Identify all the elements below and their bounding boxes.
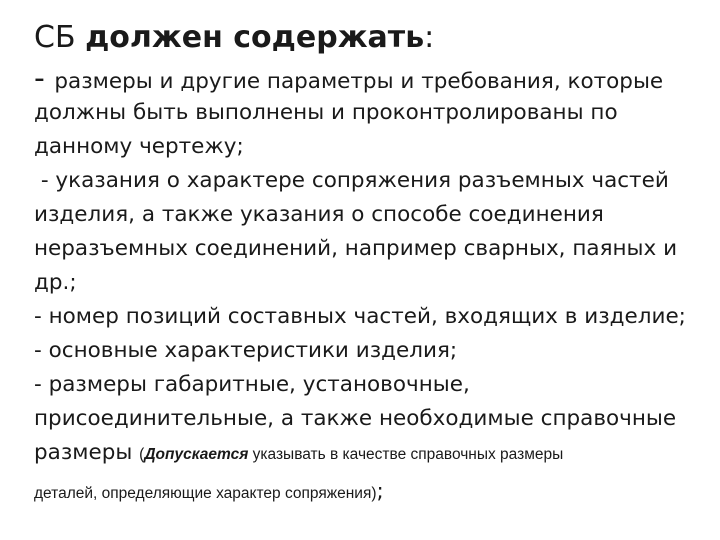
body-line: неразъемных соединений, например сварных, паяных и xyxy=(34,236,678,261)
body-line: - размеры габаритные, установочные, xyxy=(34,372,470,397)
line-text: размеры xyxy=(34,440,140,465)
bullet-dash: - xyxy=(34,61,55,96)
note-text: указывать в качестве справочных размеры xyxy=(248,446,564,463)
body-line xyxy=(34,62,718,96)
body-line: - основные характеристики изделия; xyxy=(34,338,458,363)
line-semicolon: ; xyxy=(376,479,384,504)
title-colon: : xyxy=(424,20,435,55)
slide-content xyxy=(34,18,718,514)
body-line: - номер позиций составных частей, входящих в изделие; xyxy=(34,304,686,329)
body-line-with-note xyxy=(34,436,718,470)
slide-title xyxy=(34,18,718,62)
title-bold: должен содержать xyxy=(85,20,425,55)
body-line-note-end xyxy=(34,470,718,514)
note-text: деталей, определяющие характер сопряжения) xyxy=(34,485,377,502)
body-line: присоединительные, а также необходимые справочные xyxy=(34,406,677,431)
note-open-paren: ( xyxy=(139,446,145,463)
title-plain: СБ xyxy=(34,20,86,55)
body-line: должны быть выполнены и проконтролированы по xyxy=(34,100,618,125)
note-emphasis: Допускается xyxy=(144,446,249,463)
body-line: данному чертежу; xyxy=(34,134,244,159)
body-line: др.; xyxy=(34,270,77,295)
body-line: - указания о характере сопряжения разъемных частей xyxy=(34,168,669,193)
line-text: размеры и другие параметры и требования, которые xyxy=(54,69,664,94)
body-line: изделия, а также указания о способе соединения xyxy=(34,202,604,227)
